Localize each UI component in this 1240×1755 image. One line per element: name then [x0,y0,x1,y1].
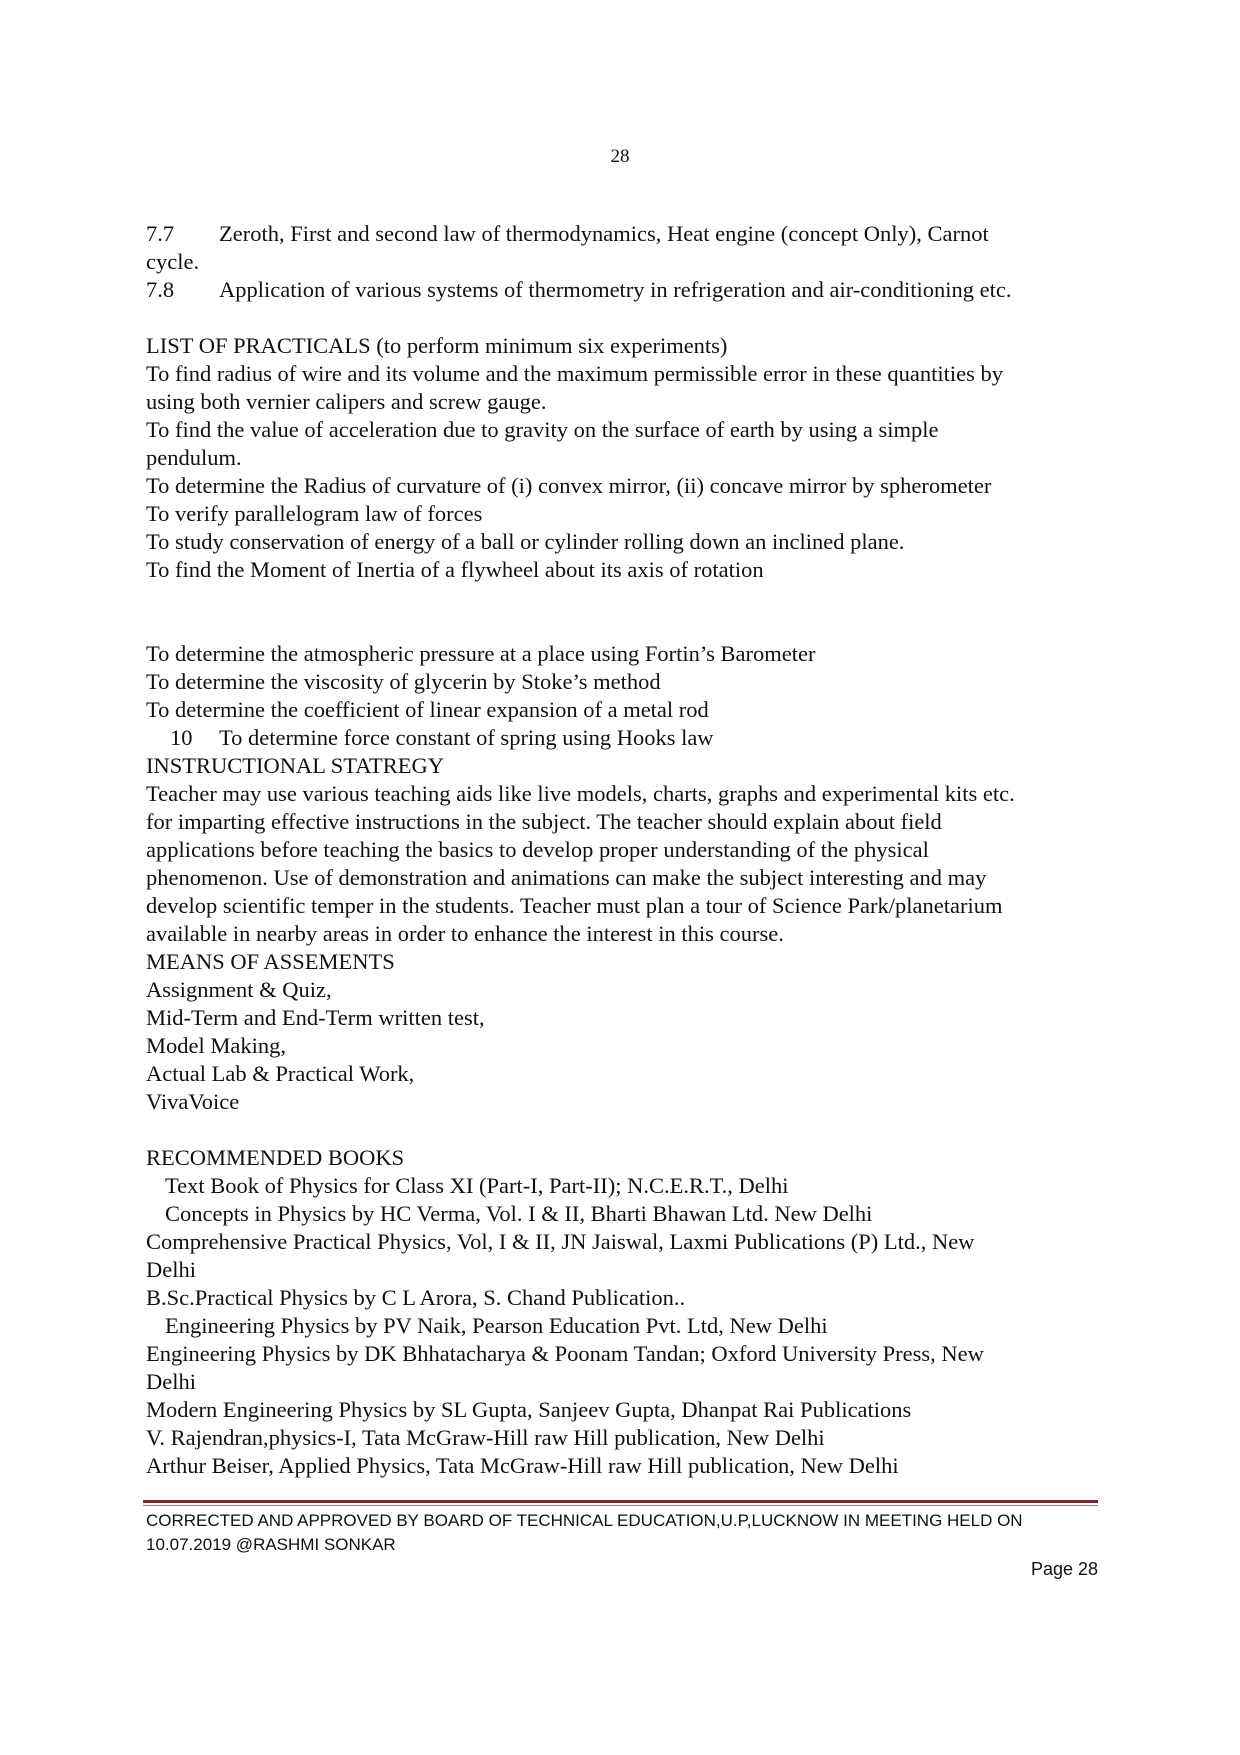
footer-date-author: 10.07.2019 @RASHMI SONKAR [146,1535,396,1554]
instructional-line: for imparting effective instructions in the subject. The teacher should explain about field [146,809,942,834]
assessment-item: Actual Lab & Practical Work, [146,1061,415,1086]
practical-item-10 [170,724,714,752]
footer-approval-line: CORRECTED AND APPROVED BY BOARD OF TECHNICAL EDUCATION,U.P,LUCKNOW IN MEETING HELD ON [146,1511,1023,1530]
book-line: Modern Engineering Physics by SL Gupta, Sanjeev Gupta, Dhanpat Rai Publications [146,1397,912,1422]
practical-line: using both vernier calipers and screw gauge. [146,389,547,414]
book-line: Engineering Physics by DK Bhhatacharya & Poonam Tandan; Oxford University Press, New [146,1341,984,1366]
book-line: Delhi [146,1369,196,1394]
instructional-line: applications before teaching the basics to develop proper understanding of the physical [146,837,929,862]
practical-line: To determine the viscosity of glycerin by Stoke’s method [146,669,661,694]
practical-line: pendulum. [146,445,242,470]
book-line: V. Rajendran,physics-I, Tata McGraw-Hill raw Hill publication, New Delhi [146,1425,825,1450]
instructional-line: phenomenon. Use of demonstration and animations can make the subject interesting and may [146,865,987,890]
section-7-7-continuation: cycle. [146,249,200,274]
book-line: Engineering Physics by PV Naik, Pearson Education Pvt. Ltd, New Delhi [165,1313,828,1338]
footer-rule [143,1500,1098,1503]
book-line: B.Sc.Practical Physics by C L Arora, S. Chand Publication.. [146,1285,686,1310]
section-7-7 [146,220,989,248]
section-7-8 [146,276,1011,304]
footer-page-label: Page 28 [1030,1559,1098,1579]
book-line: Delhi [146,1257,196,1282]
section-text: Application of various systems of thermometry in refrigeration and air-conditioning etc. [219,277,1012,302]
practical-line: To find radius of wire and its volume and the maximum permissible error in these quantities by [146,361,1003,386]
assessment-item: VivaVoice [146,1089,240,1114]
page-number-top: 28 [610,146,630,167]
assessment-item: Mid-Term and End-Term written test, [146,1005,485,1030]
book-line: Concepts in Physics by HC Verma, Vol. I & II, Bharti Bhawan Ltd. New Delhi [165,1201,873,1226]
practical-line: To verify parallelogram law of forces [146,501,483,526]
item-text: To determine force constant of spring using Hooks law [219,725,714,750]
books-heading: RECOMMENDED BOOKS [146,1145,405,1170]
practical-line: To determine the Radius of curvature of (i) convex mirror, (ii) concave mirror by spherometer [146,473,992,498]
practical-line: To find the Moment of Inertia of a flywheel about its axis of rotation [146,557,764,582]
practical-line: To study conservation of energy of a ball or cylinder rolling down an inclined plane. [146,529,905,554]
instructional-line: available in nearby areas in order to enhance the interest in this course. [146,921,784,946]
instructional-heading: INSTRUCTIONAL STATREGY [146,753,444,778]
section-number: 7.8 [146,277,175,302]
book-line: Comprehensive Practical Physics, Vol, I & II, JN Jaiswal, Laxmi Publications (P) Ltd., New [146,1229,975,1254]
book-line: Text Book of Physics for Class XI (Part-I, Part-II); N.C.E.R.T., Delhi [165,1173,789,1198]
instructional-line: Teacher may use various teaching aids like live models, charts, graphs and experimental kits etc. [146,781,1015,806]
practicals-heading: LIST OF PRACTICALS (to perform minimum six experiments) [146,333,728,358]
item-number: 10 [170,725,193,750]
book-line: Arthur Beiser, Applied Physics, Tata McGraw-Hill raw Hill publication, New Delhi [146,1453,899,1478]
assessment-heading: MEANS OF ASSEMENTS [146,949,395,974]
section-text: Zeroth, First and second law of thermodynamics, Heat engine (concept Only), Carnot [219,221,989,246]
section-number: 7.7 [146,221,175,246]
practical-line: To determine the coefficient of linear expansion of a metal rod [146,697,709,722]
assessment-item: Assignment & Quiz, [146,977,332,1002]
practical-line: To find the value of acceleration due to gravity on the surface of earth by using a simple [146,417,939,442]
instructional-line: develop scientific temper in the students. Teacher must plan a tour of Science Park/planetarium [146,893,1003,918]
assessment-item: Model Making, [146,1033,286,1058]
footer-rule-thin [143,1505,1098,1506]
practical-line: To determine the atmospheric pressure at a place using Fortin’s Barometer [146,641,816,666]
